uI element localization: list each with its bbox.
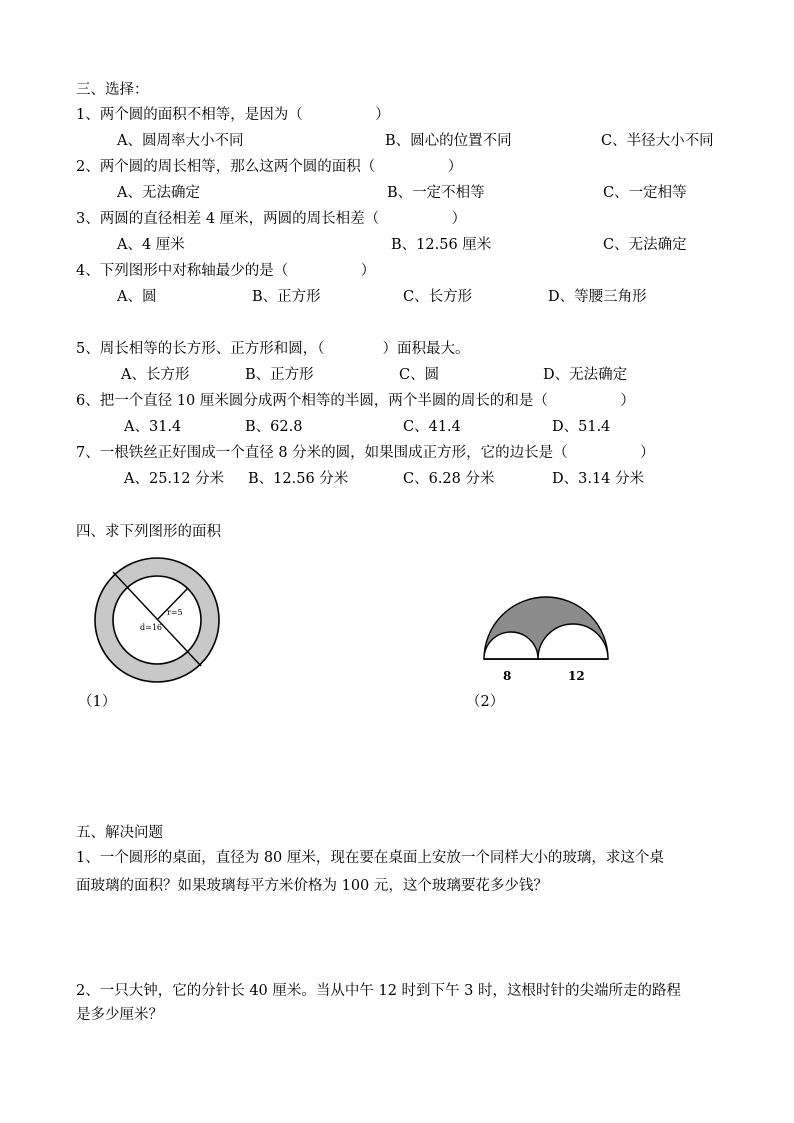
- figure-2-caption: （2）: [466, 694, 505, 710]
- section4-heading: 四、求下列图形的面积: [76, 524, 221, 540]
- question-2-option-a: A、无法确定: [117, 185, 200, 201]
- question-6-option-a: A、31.4: [124, 419, 182, 435]
- question-3-stem: 3、两圆的直径相差 4 厘米，两圆的周长相差（ ）: [76, 211, 467, 227]
- figure-1-caption: （1）: [78, 694, 117, 710]
- figure-2-right-base-label: 12: [568, 669, 585, 683]
- question-7-stem: 7、一根铁丝正好围成一个直径 8 分米的圆，如果围成正方形，它的边长是（ ）: [76, 445, 655, 461]
- figure-2-left-base-label: 8: [503, 669, 512, 683]
- question-5-option-b: B、正方形: [245, 367, 314, 383]
- figure-1-radius-label: r=5: [167, 608, 183, 617]
- question-1-option-b: B、圆心的位置不同: [385, 133, 512, 149]
- question-6-option-d: D、51.4: [552, 419, 611, 435]
- question-6-option-b: B、62.8: [245, 419, 303, 435]
- question-5-option-c: C、圆: [399, 367, 440, 383]
- question-7-option-a: A、25.12 分米: [124, 471, 225, 487]
- question-3-option-a: A、4 厘米: [117, 237, 185, 253]
- problem-1-line-2: 面玻璃的面积？如果玻璃每平方米价格为 100 元，这个玻璃要花多少钱？: [76, 878, 548, 894]
- figure-1-diameter-label: d=16: [140, 623, 163, 632]
- question-5-option-d: D、无法确定: [543, 367, 628, 383]
- question-3-option-c: C、无法确定: [603, 237, 687, 253]
- question-1-option-a: A、圆周率大小不同: [117, 133, 244, 149]
- problem-2-line-1: 2、一只大钟，它的分针长 40 厘米。当从中午 12 时到下午 3 时，这根时针的尖端所走的路程: [76, 983, 682, 999]
- question-7-option-c: C、6.28 分米: [403, 471, 495, 487]
- problem-1-line-1: 1、一个圆形的桌面，直径为 80 厘米，现在要在桌面上安放一个同样大小的玻璃，求这个桌: [76, 850, 664, 866]
- figure-1-ring-diagram: [90, 558, 230, 682]
- question-4-option-a: A、圆: [117, 289, 157, 305]
- question-5-stem: 5、周长相等的长方形、正方形和圆，（ ）面积最大。: [76, 341, 470, 357]
- question-2-option-c: C、一定相等: [603, 185, 687, 201]
- figure-2-semicircle-diagram: [482, 580, 610, 685]
- question-4-option-c: C、长方形: [403, 289, 473, 305]
- question-1-option-c: C、半径大小不同: [601, 133, 714, 149]
- question-6-stem: 6、把一个直径 10 厘米圆分成两个相等的半圆，两个半圆的周长的和是（ ）: [76, 393, 635, 409]
- section3-heading: 三、选择：: [76, 82, 149, 98]
- problem-2-line-2: 是多少厘米？: [76, 1007, 163, 1023]
- question-5-option-a: A、长方形: [121, 367, 190, 383]
- question-2-stem: 2、两个圆的周长相等，那么这两个圆的面积（ ）: [76, 159, 463, 175]
- question-4-option-d: D、等腰三角形: [548, 289, 647, 305]
- question-7-option-b: B、12.56 分米: [248, 471, 349, 487]
- question-1-stem: 1、两个圆的面积不相等，是因为（ ）: [76, 107, 390, 123]
- question-3-option-b: B、12.56 厘米: [391, 237, 492, 253]
- section5-heading: 五、解决问题: [76, 825, 163, 841]
- question-6-option-c: C、41.4: [403, 419, 461, 435]
- question-2-option-b: B、一定不相等: [387, 185, 485, 201]
- question-4-option-b: B、正方形: [252, 289, 321, 305]
- question-4-stem: 4、下列图形中对称轴最少的是（ ）: [76, 263, 376, 279]
- question-7-option-d: D、3.14 分米: [552, 471, 645, 487]
